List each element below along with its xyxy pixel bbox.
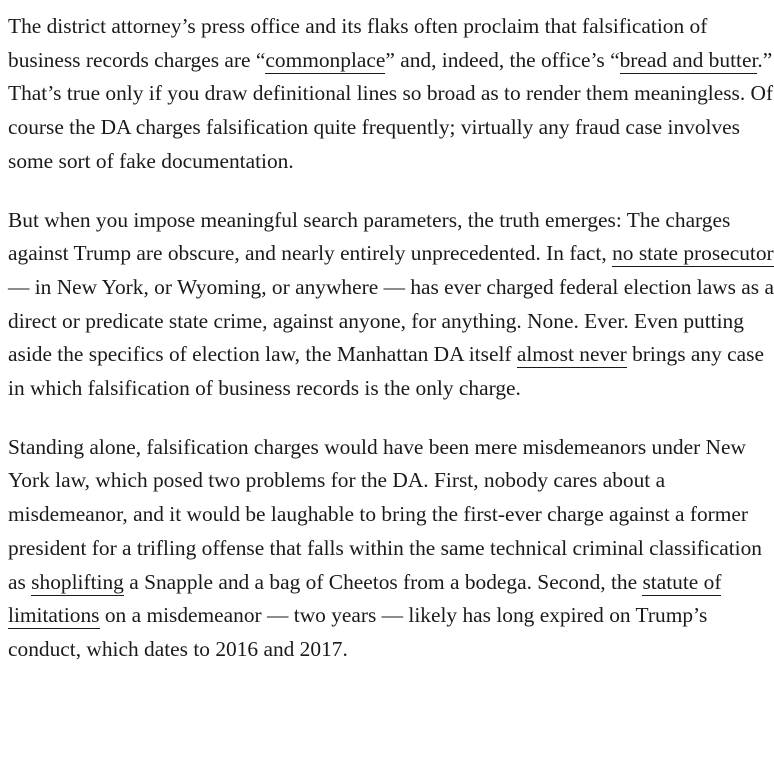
text-segment: Standing alone, falsification charges would have been mere misdemeanors under New York law, which posed two problems for the DA. First, nobody cares about a misdemeanor, and it would be laughable to bring the first-ever charge against a former president for a trifling offense that falls within the same technical criminal classification as bbox=[8, 434, 762, 594]
text-segment: a Snapple and a bag of Cheetos from a bodega. Second, the bbox=[123, 569, 643, 594]
text-segment: — in New York, or Wyoming, or anywhere — has ever charged federal election laws as a direct or predicate state crime, against anyone, for anything. None. Ever. Even putting aside the specifics of election law, the Manhattan DA itself bbox=[8, 274, 774, 367]
text-segment: The district attorney’s press office and its flaks often proclaim that falsification of business records charges are “ bbox=[8, 14, 708, 72]
text-segment: But when you impose meaningful search parameters, the truth emerges: The charges against Trump are obscure, and nearly entirely unprecedented. In fact, bbox=[8, 207, 731, 266]
link-bread-and-butter[interactable]: bread and butter bbox=[619, 47, 758, 72]
text-segment: on a misdemeanor — two years — likely has long expired on Trump’s conduct, which dates to 2016 and 2017. bbox=[8, 603, 708, 661]
link-almost-never[interactable]: almost never bbox=[516, 342, 627, 367]
link-statute-of-limitations[interactable]: statute of limitations bbox=[8, 569, 722, 628]
paragraph-1 bbox=[8, 10, 774, 179]
text-segment: ” and, indeed, the office’s “ bbox=[385, 47, 620, 72]
link-commonplace[interactable]: commonplace bbox=[265, 47, 386, 72]
paragraph-2 bbox=[8, 204, 774, 406]
text-segment: brings any case in which falsification of business records is the only charge. bbox=[8, 342, 764, 401]
link-shoplifting[interactable]: shoplifting bbox=[31, 569, 124, 594]
paragraph-3 bbox=[8, 431, 774, 667]
link-no-state-prosecutor[interactable]: no state prosecutor bbox=[612, 241, 774, 266]
text-segment: .” That’s true only if you draw definitional lines so broad as to render them meaningless. Of course the DA charges falsification quite frequently; virtually any fraud case involves some sort of fake documentation. bbox=[8, 47, 774, 173]
